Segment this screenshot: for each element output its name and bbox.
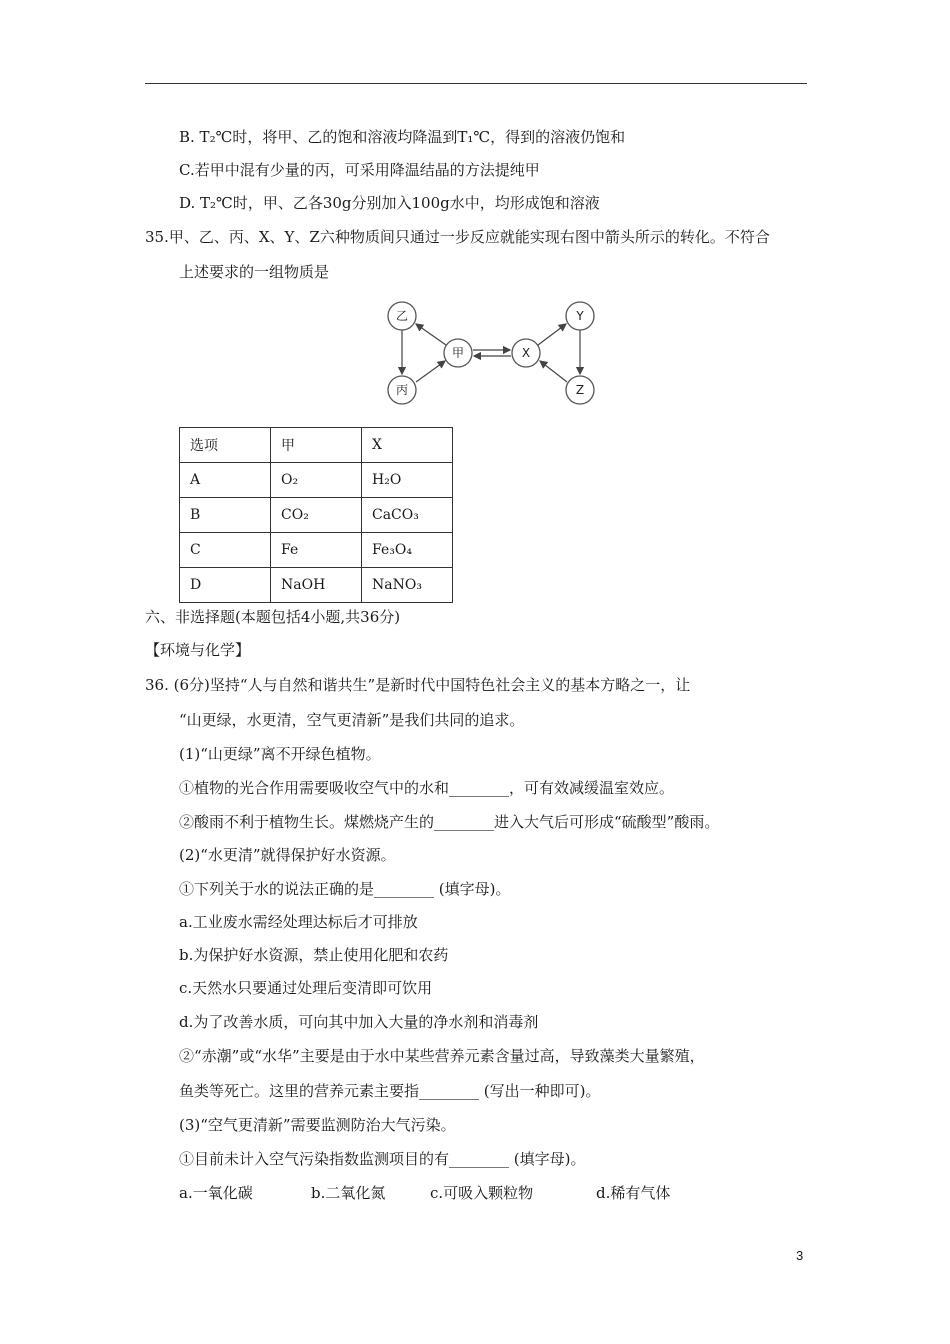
choice-d: d.为了改善水质，可向其中加入大量的净水剂和消毒剂 xyxy=(179,1013,539,1031)
page-number: 3 xyxy=(796,1248,804,1263)
header-rule xyxy=(145,83,807,84)
part-2-item-2-line2: 鱼类等死亡。这里的营养元素主要指________ (写出一种即可)。 xyxy=(179,1082,601,1100)
option-b: B. T₂℃时，将甲、乙的饱和溶液均降温到T₁℃，得到的溶液仍饱和 xyxy=(179,128,626,146)
node-label-yi: 乙 xyxy=(395,309,409,323)
table-cell: NaOH xyxy=(271,568,362,603)
table-header-row xyxy=(180,428,453,463)
table-cell: NaNO₃ xyxy=(362,568,453,603)
choice-b: b.为保护好水资源，禁止使用化肥和农药 xyxy=(179,946,449,964)
table-cell: O₂ xyxy=(271,463,362,498)
table-header: X xyxy=(362,428,453,463)
part-2-item-1: ①下列关于水的说法正确的是________ (填字母)。 xyxy=(179,880,511,898)
table-cell: D xyxy=(180,568,271,603)
table-cell: A xyxy=(180,463,271,498)
part-1-item-2: ②酸雨不利于植物生长。煤燃烧产生的________进入大气后可形成“硫酸型”酸雨。 xyxy=(179,813,720,831)
node-label-bing: 丙 xyxy=(395,383,409,397)
question-36-line1: 36. (6分)坚持“人与自然和谐共生”是新时代中国特色社会主义的基本方略之一，让 xyxy=(145,676,691,694)
question-36-line2: “山更绿，水更清，空气更清新”是我们共同的追求。 xyxy=(179,711,525,729)
part-2-item-2-line1: ②“赤潮”或“水华”主要是由于水中某些营养元素含量过高，导致藻类大量繁殖， xyxy=(179,1047,705,1065)
part-1-item-1: ①植物的光合作用需要吸收空气中的水和________，可有效减缓温室效应。 xyxy=(179,779,675,797)
table-row xyxy=(180,533,453,568)
option-c: C.若甲中混有少量的丙，可采用降温结晶的方法提纯甲 xyxy=(179,161,540,179)
part-3: (3)“空气更清新”需要监测防治大气污染。 xyxy=(179,1116,456,1134)
part-1: (1)“山更绿”离不开绿色植物。 xyxy=(179,745,381,763)
table-cell: Fe₃O₄ xyxy=(362,533,453,568)
part-3-choice-d: d.稀有气体 xyxy=(596,1184,671,1202)
part-3-choice-b: b.二氧化氮 xyxy=(311,1184,386,1202)
table-cell: CaCO₃ xyxy=(362,498,453,533)
part-3-choice-c: c.可吸入颗粒物 xyxy=(430,1184,534,1202)
part-3-choice-a: a.一氧化碳 xyxy=(179,1184,253,1202)
choice-c: c.天然水只要通过处理后变清即可饮用 xyxy=(179,979,433,997)
table-cell: B xyxy=(180,498,271,533)
table-header: 甲 xyxy=(271,428,362,463)
part-3-item-1: ①目前未计入空气污染指数监测项目的有________ (填字母)。 xyxy=(179,1150,586,1168)
part-2: (2)“水更清”就得保护好水资源。 xyxy=(179,846,396,864)
conversion-diagram xyxy=(380,296,620,411)
section-6-heading: 六、非选择题(本题包括4小题,共36分) xyxy=(145,608,401,626)
topic-heading: 【环境与化学】 xyxy=(145,641,251,659)
table-cell: CO₂ xyxy=(271,498,362,533)
question-35-line1: 35.甲、乙、丙、X、Y、Z六种物质间只通过一步反应就能实现右图中箭头所示的转化。不符合 xyxy=(145,228,770,246)
table-row xyxy=(180,463,453,498)
option-d: D. T₂℃时，甲、乙各30g分别加入100g水中，均形成饱和溶液 xyxy=(179,194,600,212)
table-cell: C xyxy=(180,533,271,568)
table-header: 选项 xyxy=(180,428,271,463)
options-table xyxy=(179,427,453,603)
question-35-line2: 上述要求的一组物质是 xyxy=(179,263,330,281)
node-label-y: Y xyxy=(576,309,584,323)
node-label-x: X xyxy=(521,346,531,360)
node-label-z: Z xyxy=(575,383,585,397)
table-cell: Fe xyxy=(271,533,362,568)
table-row xyxy=(180,498,453,533)
table-row xyxy=(180,568,453,603)
choice-a: a.工业废水需经处理达标后才可排放 xyxy=(179,913,418,931)
table-cell: H₂O xyxy=(362,463,453,498)
node-label-jia: 甲 xyxy=(451,346,465,360)
